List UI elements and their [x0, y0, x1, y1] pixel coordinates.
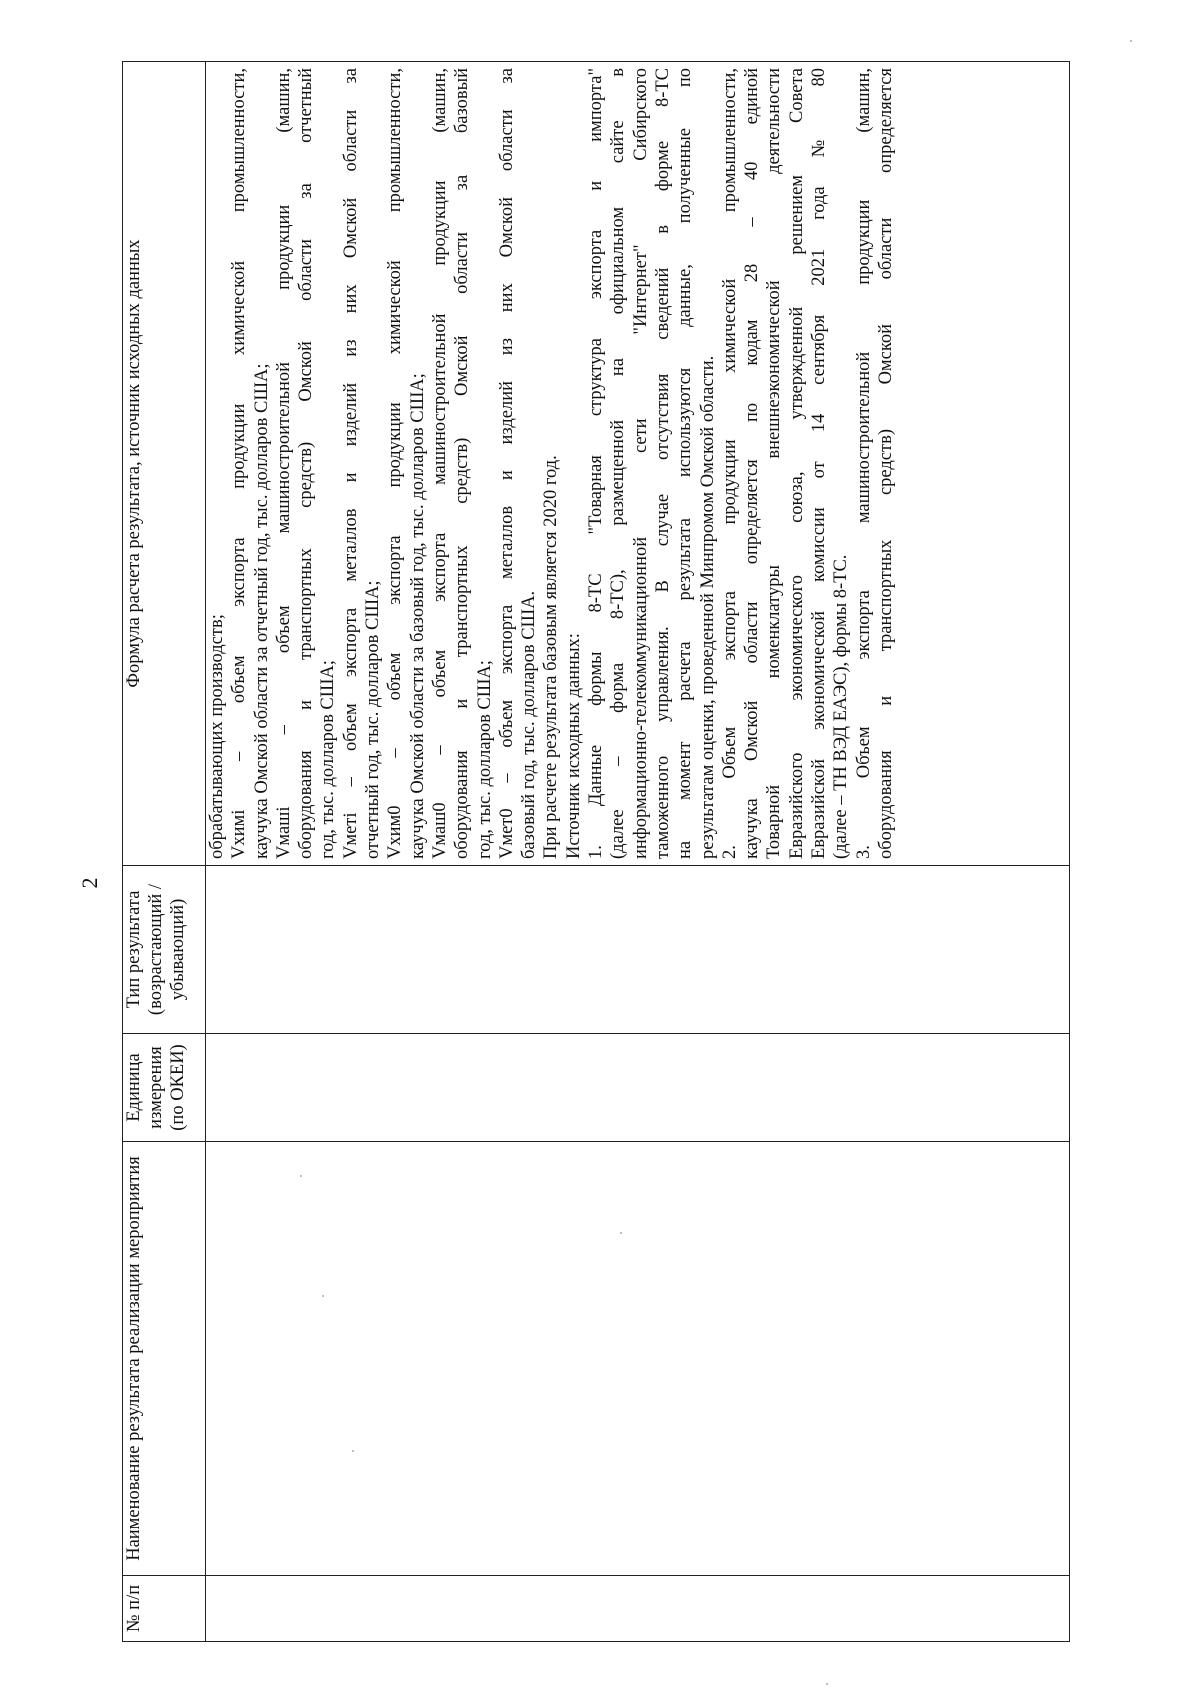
- formula-line: год, тыс. долларов США;: [318, 660, 339, 859]
- scan-speck: [1130, 40, 1132, 42]
- results-table: [122, 61, 1070, 1642]
- scan-speck: [300, 1175, 302, 1177]
- scan-speck: [352, 1450, 354, 1452]
- formula-line: оборудования и транспортных средств) Омской области за отчетный: [296, 68, 317, 859]
- formula-line: Vмашi – объем машиностроительной продукции (машин,: [273, 68, 294, 859]
- scan-speck: [620, 1232, 622, 1234]
- formula-line: Источник исходных данных:: [563, 633, 584, 859]
- formula-line: оборудования и транспортных средств) Омской области за базовый: [452, 68, 473, 859]
- formula-line: При расчете результата базовым является 2020 год.: [541, 455, 562, 859]
- cell-formula: [206, 62, 1070, 866]
- header-formula: Формула расчета результата, источник исходных данных: [123, 62, 206, 866]
- table-row: [206, 62, 1070, 1642]
- formula-line: Евразийского экономического союза, утвержденной решением Совета: [786, 68, 807, 859]
- formula-line: отчетный год, тыс. долларов США;: [363, 580, 384, 859]
- formula-line: Vметi – объем экспорта металлов и изделий из них Омской области за: [340, 68, 361, 859]
- formula-line: (далее – форма 8-ТС), размещенной на официальном сайте в: [608, 68, 629, 859]
- formula-line: Vхимi – объем экспорта продукции химической промышленности,: [229, 68, 250, 859]
- header-unit: Единица измерения (по ОКЕИ): [123, 1034, 206, 1142]
- formula-line: Vмаш0 – объем экспорта машиностроительной продукции (машин,: [429, 68, 450, 859]
- formula-line: Vхим0 – объем экспорта продукции химической промышленности,: [385, 68, 406, 859]
- scan-speck: [322, 1295, 324, 1297]
- formula-line: оборудования и транспортных средств) Омской области определяется: [875, 68, 896, 859]
- formula-line: 2. Объем экспорта продукции химической промышленности,: [719, 68, 740, 859]
- header-number: № п/п: [123, 1576, 206, 1642]
- table-header-row: [123, 62, 206, 1642]
- formula-line: год, тыс. долларов США;: [474, 660, 495, 859]
- formula-line: обрабатывающих производств;: [207, 614, 227, 859]
- header-result-name: Наименование результата реализации мероприятия: [123, 1142, 206, 1576]
- formula-line: информационно-телекоммуникационной сети "Интернет" Сибирского: [630, 68, 651, 859]
- formula-line: каучука Омской области определяется по кодам 28 – 40 единой: [742, 68, 763, 859]
- formula-line: каучука Омской области за отчетный год, тыс. долларов США;: [251, 363, 272, 859]
- header-result-type: Тип результата (возрастающий / убывающий): [123, 866, 206, 1034]
- formula-line: Товарной номенклатуры внешнеэкономической деятельности: [764, 68, 785, 859]
- formula-line: Vмет0 – объем экспорта металлов и изделий из них Омской области за: [496, 68, 517, 859]
- formula-line: каучука Омской области за базовый год, тыс. долларов США;: [407, 373, 428, 859]
- cell-result-name: [206, 1142, 1070, 1576]
- formula-line: 3. Объем экспорта машиностроительной продукции (машин,: [853, 68, 874, 859]
- formula-line: 1. Данные формы 8-ТС "Товарная структура экспорта и импорта": [586, 68, 607, 859]
- cell-number: [206, 1576, 1070, 1642]
- formula-line: (далее – ТН ВЭД ЕАЭС), формы 8-ТС.: [831, 554, 852, 859]
- formula-line: результатам оценки, проведенной Минпромом Омской области.: [697, 355, 718, 859]
- rotated-table-sheet: [122, 62, 1070, 1642]
- page-number: 2: [77, 877, 102, 889]
- formula-line: Евразийской экономической комиссии от 14 сентября 2021 года № 80: [809, 68, 830, 859]
- formula-line: таможенного управления. В случае отсутствия сведений в форме 8-ТС: [652, 68, 673, 859]
- formula-line: базовый год, тыс. долларов США.: [519, 590, 540, 859]
- cell-unit: [206, 1034, 1070, 1142]
- formula-line: на момент расчета результата используются данные, полученные по: [675, 68, 696, 859]
- scan-speck: [826, 1683, 828, 1685]
- cell-result-type: [206, 866, 1070, 1034]
